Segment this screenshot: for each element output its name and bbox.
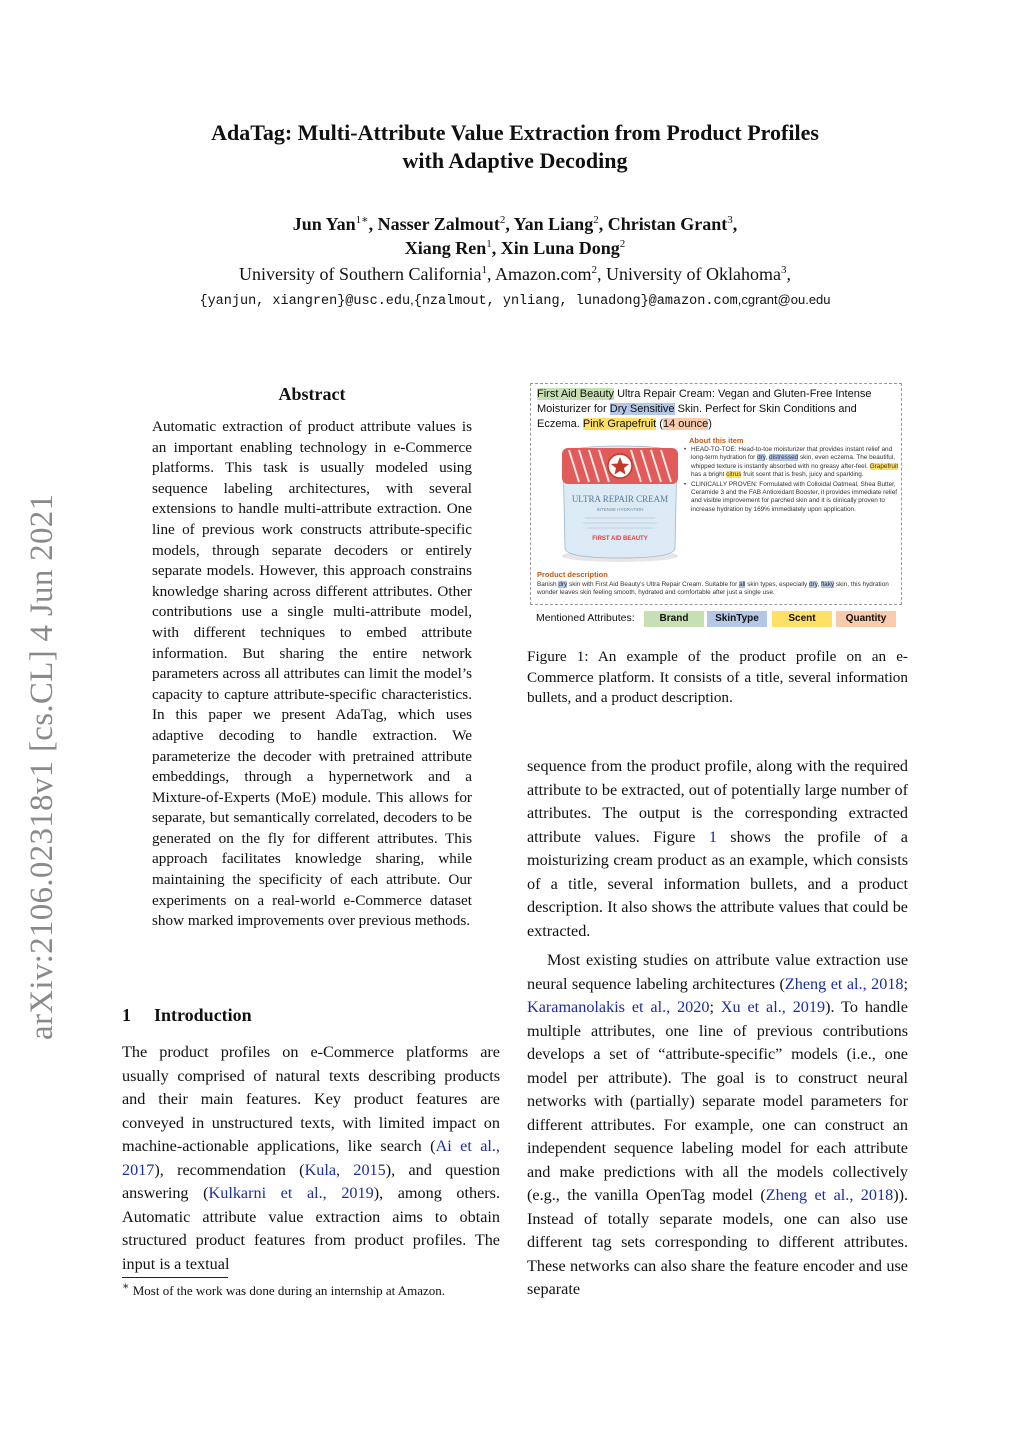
section-number: 1 bbox=[122, 1005, 131, 1025]
product-jar-brand: FIRST AID BEAUTY bbox=[592, 536, 648, 542]
citation-link[interactable]: Karamanolakis et al., 2020 bbox=[527, 998, 710, 1016]
author-name: Christan Grant bbox=[607, 214, 728, 234]
right-column-text bbox=[527, 755, 908, 1302]
citation-link[interactable]: Kula, 2015 bbox=[304, 1160, 386, 1179]
author-list: Jun Yan$^{1∗}$, Nasser Zalmout$^2$, Yan Liang$^2$, Christan Grant$^3$, Xiang Ren$^1$, Xin Luna Dong$^2$ bbox=[292, 214, 738, 258]
title-line-1: AdaTag: Multi-Attribute Value Extraction from Product Profiles bbox=[211, 120, 819, 145]
legend-label: Mentioned Attributes: bbox=[536, 612, 635, 624]
introduction-paragraph: The product profiles on e-Commerce platforms are usually comprised of natural texts describing products and their main features. Key product features are conveyed in unstructured texts, with limited impact on machine-actionable applications, like search (Ai et al., 2017), recommendation (Kula, 2015), and question answering (Kulkarni et al., 2019), among others. Automatic attribute value extraction aims to obtain structured product features from product profiles. The input is a textual bbox=[122, 1043, 501, 1273]
figure-product-profile bbox=[530, 383, 902, 605]
feature-bullets bbox=[679, 446, 899, 515]
citation-link[interactable]: Zheng et al., 2018 bbox=[784, 974, 904, 993]
attribute-legend bbox=[536, 611, 906, 627]
citation-link[interactable]: Xu et al., 2019 bbox=[720, 998, 826, 1016]
figure-caption: Figure 1: An example of the product profile on an e-Commerce platform. It consists of a title, several information bullets, and a product description. bbox=[527, 648, 908, 707]
product-description: Banish dry skin with First Aid Beauty’s Ultra Repair Cream. Suitable for all skin types, especially dry, flaky skin, this hydration wonder leaves skin feeling smooth, hydrated and comfortable after just a single use. bbox=[537, 581, 889, 597]
paper-title bbox=[120, 119, 910, 175]
footnote: ∗ Most of the work was done during an internship at Amazon. bbox=[122, 1280, 446, 1298]
citation-link[interactable]: Ai et al., 2017 bbox=[122, 1137, 500, 1179]
product-description-heading: Product description bbox=[537, 570, 608, 579]
email-link[interactable]: cgrant@ou.edu bbox=[741, 292, 831, 307]
author-emails: {yanjun, xiangren}@usc.edu,{nzalmout, ynliang, lunadong}@amazon.com,cgrant@ou.edu bbox=[199, 292, 831, 309]
footnote-rule bbox=[122, 1277, 228, 1278]
author-name: Xin Luna Dong bbox=[500, 238, 620, 258]
author-name: Jun Yan bbox=[292, 214, 356, 234]
email-link[interactable]: {yanjun, xiangren}@usc.edu bbox=[199, 294, 411, 309]
citation-link[interactable]: Kulkarni et al., 2019 bbox=[208, 1184, 374, 1202]
abstract-heading: Abstract bbox=[278, 384, 346, 404]
section-title: Introduction bbox=[154, 1005, 252, 1025]
section-heading bbox=[122, 1005, 252, 1026]
list-item: • CLINICALLY PROVEN: Formulated with Colloidal Oatmeal, Shea Butter, Ceramide 3 and the FAB Antioxidant Booster, it provides immediate relief and visible improvement for parched skin and it is clinically proven to increase hydration by 169% immediately upon application. bbox=[683, 480, 898, 513]
legend-chip-quantity: Quantity bbox=[836, 611, 896, 627]
product-jar-label: ULTRA REPAIR CREAM bbox=[571, 494, 669, 504]
product-jar-sublabel: INTENSE HYDRATION bbox=[596, 507, 644, 512]
abstract-body: Automatic extraction of product attribute values is an important enabling technology in e-Commerce platforms. This task is usually modeled using sequence labeling architectures, with several extensions to handle multi-attribute extraction. One line of previous work constructs attribute-specific models, through separate decoders or entirely separate models. However, this approach constrains knowledge sharing across different attributes. Other contributions use a single multi-attribute model, with different techniques to embed attribute information. But sharing the entire network parameters across all attributes can limit the model’s capacity to capture attribute-specific characteristics. In this paper we present AdaTag, which uses adaptive decoding to handle extraction. We parameterize the decoder with pretrained attribute embeddings, through a hypernetwork and a Mixture-of-Experts (MoE) module. This allows for separate, but semantically correlated, decoders to be generated on the fly for different attributes. This approach facilitates knowledge sharing, while maintaining the specificity of each attribute. Our experiments on a real-world e-Commerce dataset show marked improvements over previous methods. bbox=[152, 418, 472, 930]
legend-chip-scent: Scent bbox=[772, 611, 832, 627]
email-link[interactable]: {nzalmout, ynliang, lunadong}@amazon.com bbox=[413, 294, 738, 309]
arxiv-identifier-stamp: arXiv:2106.02318v1 [cs.CL] 4 Jun 2021 bbox=[24, 493, 60, 1040]
author-name: Xiang Ren bbox=[404, 238, 487, 258]
list-item: • HEAD-TO-TOE: Head-to-toe moisturizer that provides instant relief and long-term hydration for dry, distressed skin, even eczema. The beautiful, whipped texture is instantly absorbed with no greasy after-feel. Grapefruit has a bright citrus fruit scent that is fresh, juicy and sparkling. bbox=[683, 446, 899, 479]
figure-ref-link[interactable]: 1 bbox=[708, 827, 717, 846]
figure-product-title: First Aid Beauty Ultra Repair Cream: Vegan and Gluten-Free Intense Moisturizer for Dry Sensitive Skin. Perfect for Skin Conditions and Eczema. Pink Grapefruit (14 ounce) bbox=[537, 388, 872, 430]
legend-chip-brand: Brand bbox=[644, 611, 704, 627]
citation-link[interactable]: Zheng et al., 2018 bbox=[765, 1186, 894, 1204]
title-line-2: with Adaptive Decoding bbox=[402, 148, 628, 173]
paragraph: Most existing studies on attribute value extraction use neural sequence labeling architectures (Zheng et al., 2018; Karamanolakis et al., 2020; Xu et al., 2019). To handle multiple attributes, one line of previous contributions develops a set of “attribute-specific” models (i.e., one model per attribute). The goal is to construct neural networks with (partially) separate model parameters for different attributes. For example, one can construct an independent sequence labeling model for each attribute and make predictions with all the models collectively (e.g., the vanilla OpenTag model (Zheng et al., 2018)). Instead of totally separate models, one can also use different tag sets corresponding to different attributes. These networks can also share the feature encoder and use separate bbox=[527, 951, 909, 1298]
author-name: Yan Liang bbox=[513, 214, 594, 234]
product-jar-image bbox=[555, 436, 685, 564]
author-name: Nasser Zalmout bbox=[377, 214, 500, 234]
legend-chip-skintype: SkinType bbox=[707, 611, 767, 627]
about-item-heading: About this item bbox=[689, 436, 744, 445]
paragraph: sequence from the product profile, along with the required attribute to be extracted, out of potentially large number of attributes. The output is the corresponding extracted attribute values. Figure 1 shows the profile of a moisturizing cream product as an example, which consists of a title, several information bullets, and a product description. It also shows the attribute values that could be extracted. bbox=[527, 757, 908, 940]
affiliations: University of Southern California$^1$, Amazon.com$^2$, University of Oklahoma$^3$, bbox=[239, 264, 791, 284]
